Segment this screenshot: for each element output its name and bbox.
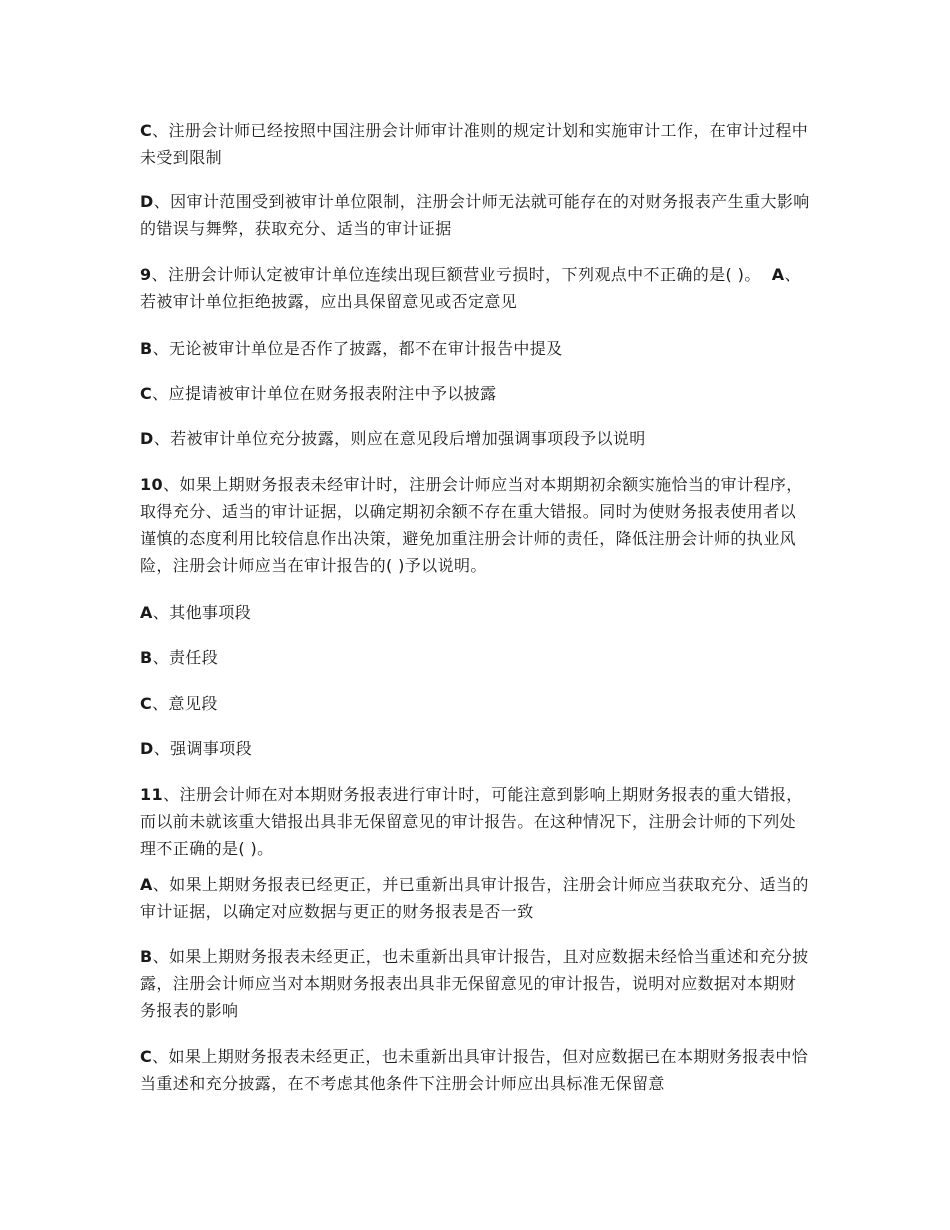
option-text: 、注册会计师已经按照中国注册会计师审计准则的规定计划和实施审计工作，在审计过程中未受到限制 — [140, 121, 809, 167]
question-number: 9 — [140, 265, 152, 284]
option-label: B — [140, 947, 153, 966]
option-label: B — [140, 648, 153, 667]
question-number: 11 — [140, 785, 164, 804]
option-c-q9 — [140, 380, 812, 407]
option-text: 、责任段 — [152, 648, 219, 667]
question-text: 、注册会计师在对本期财务报表进行审计时，可能注意到影响上期财务报表的重大错报，而以前未就该重大错报出具非无保留意见的审计报告。在这种情况下，注册会计师的下列处理不正确的是( )。 — [140, 785, 803, 858]
option-label: C — [140, 384, 153, 403]
option-label: A — [140, 875, 153, 894]
option-text: 、意见段 — [152, 694, 218, 713]
option-label: B — [140, 339, 153, 358]
option-label: C — [140, 1047, 153, 1066]
option-text: 、应提请被审计单位在财务报表附注中予以披露 — [152, 384, 497, 403]
option-label: A — [771, 265, 785, 284]
option-text: 、如果上期财务报表未经更正，也未重新出具审计报告，但对应数据已在本期财务报表中恰当重述和充分披露，在不考虑其他条件下注册会计师应出具标准无保留意 — [140, 1047, 809, 1093]
option-text: 、若被审计单位充分披露，则应在意见段后增加强调事项段予以说明 — [153, 429, 646, 448]
option-text: 、若被审计单位拒绝披露，应出具保留意见或否定意见 — [140, 265, 801, 311]
option-d-q9 — [140, 425, 812, 452]
option-label: A — [140, 603, 153, 622]
option-c-q8 — [140, 117, 812, 171]
option-b-q11 — [140, 943, 812, 1024]
option-label: D — [140, 739, 154, 758]
option-label: D — [140, 192, 154, 211]
option-text: 、无论被审计单位是否作了披露，都不在审计报告中提及 — [152, 339, 563, 358]
option-b-q9 — [140, 335, 812, 362]
option-label: C — [140, 121, 153, 140]
question-text: 、如果上期财务报表未经审计时，注册会计师应当对本期期初余额实施恰当的审计程序，取得充分、适当的审计证据，以确定期初余额不存在重大错报。同时为使财务报表使用者以谨慎的态度利用比较信息作出决策，避免加重注册会计师的责任，降低注册会计师的执业风险，注册会计师应当在审计报告的( )予以说明。 — [140, 475, 803, 575]
question-number: 10 — [140, 475, 164, 494]
option-b-q10 — [140, 644, 812, 671]
option-a-q10 — [140, 599, 812, 626]
question-text: 、注册会计师认定被审计单位连续出现巨额营业亏损时，下列观点中不正确的是( )。 — [151, 265, 772, 284]
option-text: 、强调事项段 — [153, 739, 253, 758]
option-label: D — [140, 429, 154, 448]
option-c-q11 — [140, 1043, 812, 1097]
option-text: 、其他事项段 — [152, 603, 252, 622]
option-c-q10 — [140, 690, 812, 717]
option-a-q11 — [140, 871, 812, 925]
option-d-q10 — [140, 735, 812, 762]
option-d-q8 — [140, 188, 812, 242]
question-9 — [140, 261, 812, 315]
option-label: C — [140, 694, 153, 713]
option-text: 、如果上期财务报表已经更正，并已重新出具审计报告，注册会计师应当获取充分、适当的审计证据，以确定对应数据与更正的财务报表是否一致 — [140, 875, 809, 921]
question-11 — [140, 781, 812, 862]
option-text: 、因审计范围受到被审计单位限制，注册会计师无法就可能存在的对财务报表产生重大影响的错误与舞弊，获取充分、适当的审计证据 — [140, 192, 810, 238]
question-10 — [140, 471, 812, 579]
option-text: 、如果上期财务报表未经更正，也未重新出具审计报告，且对应数据未经恰当重述和充分披露，注册会计师应当对本期财务报表出具非无保留意见的审计报告，说明对应数据对本期财务报表的影响 — [140, 947, 809, 1020]
